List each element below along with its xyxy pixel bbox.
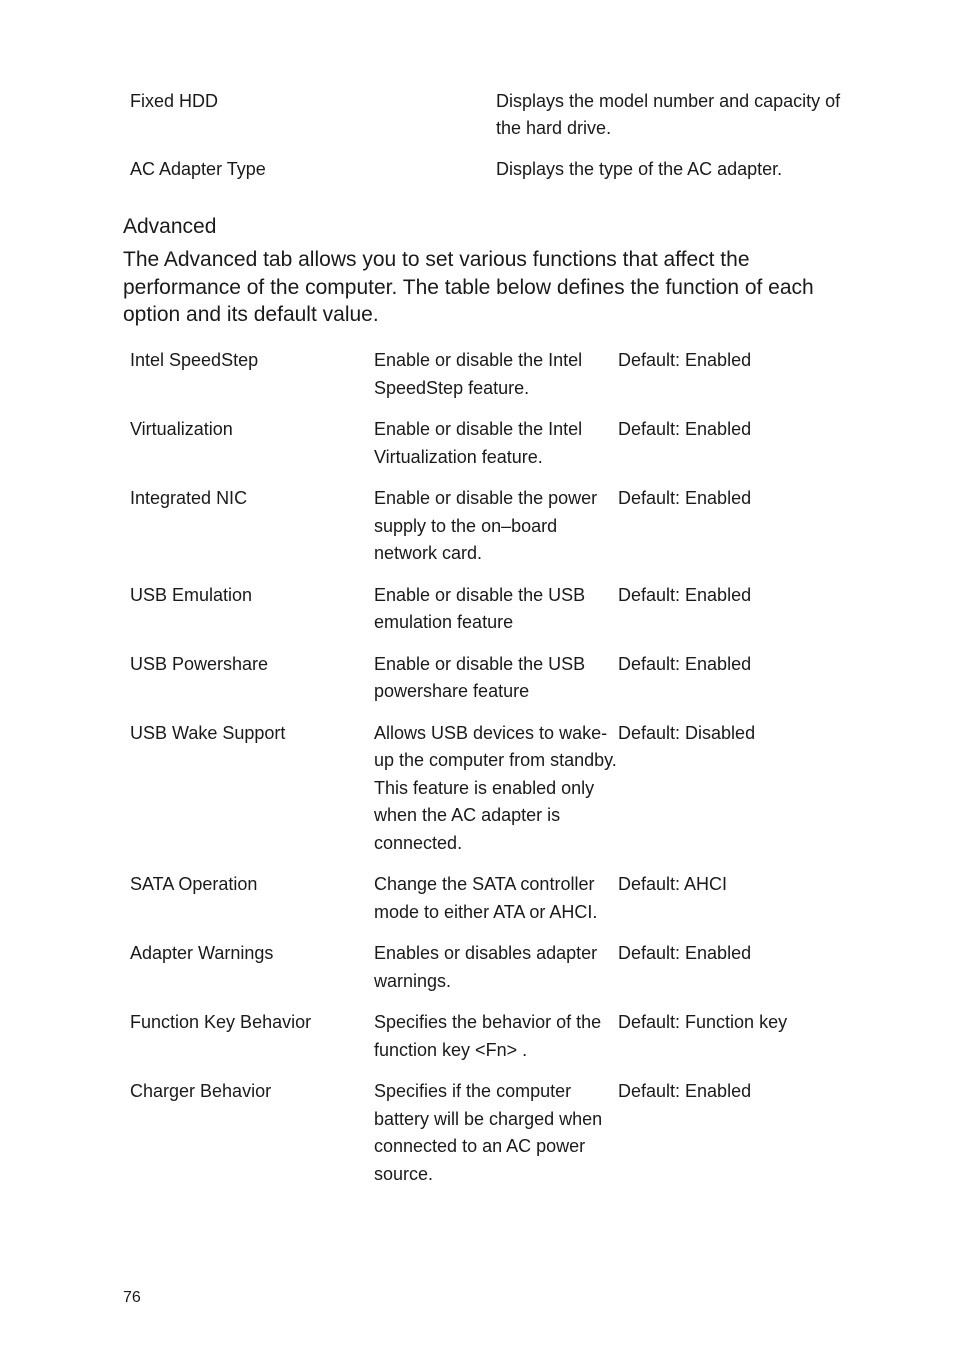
option-name: Integrated NIC — [130, 488, 248, 508]
option-description: Specifies the behavior of the function key <Fn> . — [374, 1012, 602, 1060]
option-default: Default: Enabled — [618, 653, 752, 674]
option-description: Enable or disable the USB powershare feature — [374, 653, 586, 701]
option-name: AC Adapter Type — [130, 159, 266, 179]
table-row — [130, 1009, 850, 1064]
option-name: USB Emulation — [130, 584, 253, 605]
option-description: Enable or disable the power supply to the on–board network card. — [374, 488, 598, 563]
advanced-settings-table — [130, 347, 850, 1202]
table-row — [130, 88, 850, 142]
option-name: Intel SpeedStep — [130, 350, 259, 370]
option-default: Default: Enabled — [618, 943, 752, 963]
table-row — [130, 582, 850, 637]
table-row — [130, 940, 850, 995]
system-info-table — [130, 88, 850, 197]
option-default: Default: Enabled — [618, 488, 752, 508]
option-default: Default: Disabled — [618, 722, 756, 743]
table-row — [130, 156, 850, 183]
table-row — [130, 720, 850, 858]
option-name: Adapter Warnings — [130, 943, 274, 963]
option-description: Enable or disable the Intel SpeedStep feature. — [374, 350, 583, 398]
option-description: Enables or disables adapter warnings. — [374, 943, 598, 991]
option-description: Enable or disable the USB emulation feature — [374, 584, 586, 632]
option-name: Fixed HDD — [130, 91, 219, 111]
option-name: Function Key Behavior — [130, 1012, 312, 1032]
option-default: Default: Enabled — [618, 584, 752, 605]
option-name: Virtualization — [130, 419, 233, 439]
option-name: USB Powershare — [130, 653, 269, 674]
section-heading: Advanced — [123, 215, 217, 238]
option-default: Default: Enabled — [618, 419, 752, 439]
table-row — [130, 347, 850, 402]
option-description: Allows USB devices to wake-up the computer from standby. This feature is enabled only when the AC adapter is connected. — [374, 722, 617, 853]
option-name: Charger Behavior — [130, 1081, 272, 1101]
table-row — [130, 1078, 850, 1188]
option-name: SATA Operation — [130, 874, 258, 894]
option-default: Default: Enabled — [618, 1081, 752, 1101]
option-description: Specifies if the computer battery will be charged when connected to an AC power source. — [374, 1081, 603, 1184]
option-name: USB Wake Support — [130, 722, 286, 743]
option-description: Displays the type of the AC adapter. — [496, 159, 783, 179]
option-default: Default: AHCI — [618, 874, 728, 894]
section-intro: The Advanced tab allows you to set various functions that affect the performance of the computer. The table below defines the function of each option and its default value. — [123, 248, 814, 326]
table-row — [130, 871, 850, 926]
table-row — [130, 651, 850, 706]
option-description: Enable or disable the Intel Virtualization feature. — [374, 419, 583, 467]
table-row — [130, 485, 850, 568]
option-description: Change the SATA controller mode to either ATA or AHCI. — [374, 874, 598, 922]
option-default: Default: Enabled — [618, 350, 752, 370]
page-number: 76 — [123, 1289, 141, 1306]
option-description: Displays the model number and capacity of the hard drive. — [496, 91, 841, 138]
table-row — [130, 416, 850, 471]
option-default: Default: Function key — [618, 1012, 788, 1032]
